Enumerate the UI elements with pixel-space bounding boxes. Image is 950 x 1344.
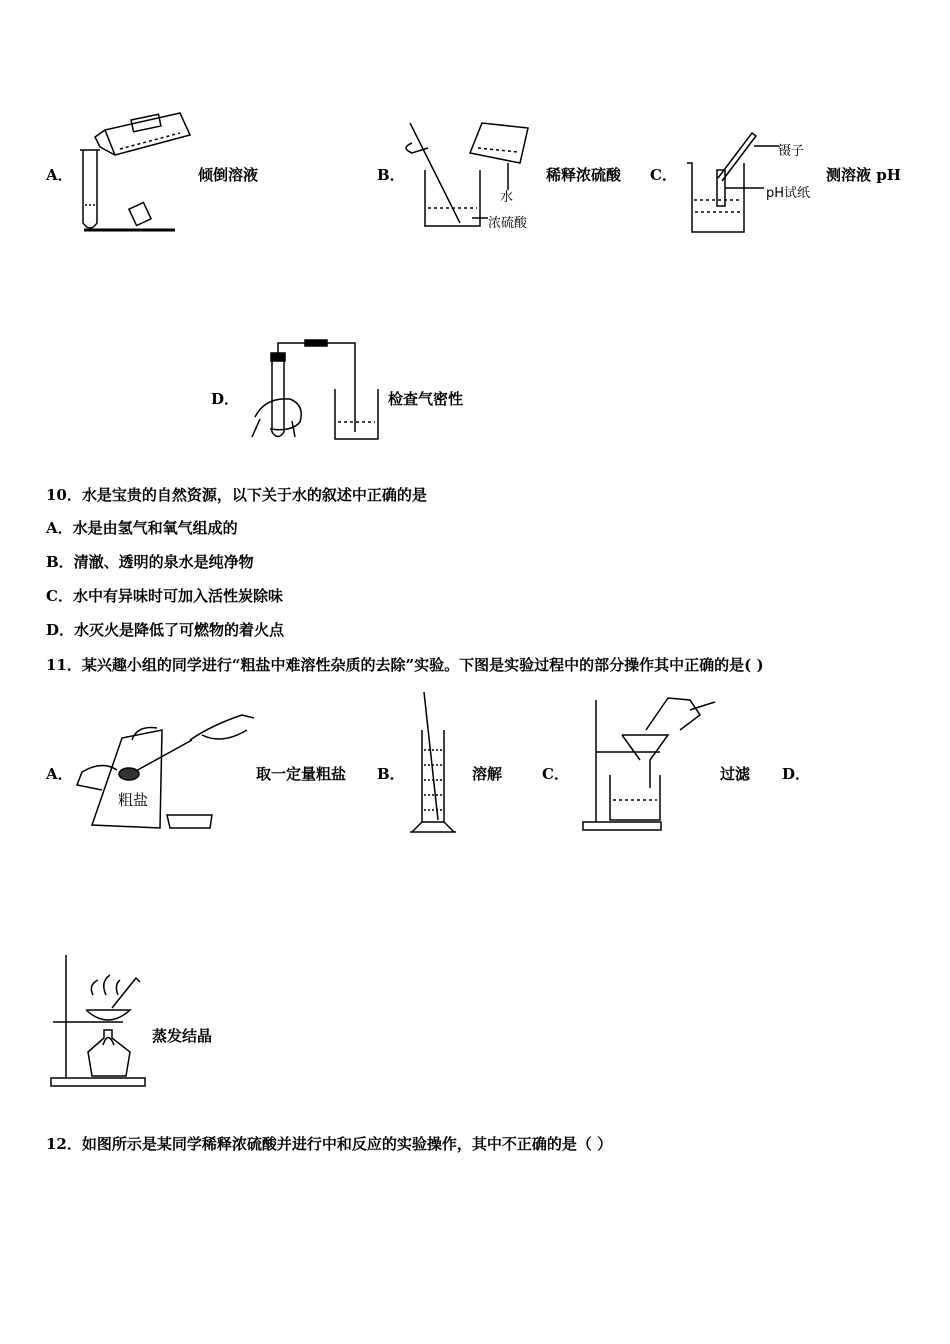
q11-c-filter-figure bbox=[580, 690, 720, 835]
q10-option-b: B．清澈、透明的泉水是纯净物 bbox=[46, 553, 254, 571]
q9-b-label-water: 水 bbox=[500, 190, 514, 205]
q9-option-b-caption: 稀释浓硫酸 bbox=[546, 166, 622, 184]
q11-option-a-letter: A． bbox=[46, 765, 73, 783]
q10-option-c: C．水中有异味时可加入活性炭除味 bbox=[46, 587, 283, 605]
q11-option-a-caption: 取一定量粗盐 bbox=[256, 765, 347, 783]
q11-option-d-letter: D． bbox=[782, 765, 811, 783]
q9-option-c-letter: C． bbox=[650, 166, 677, 184]
q11-option-c-caption: 过滤 bbox=[720, 765, 751, 783]
q9-c-label-tweezers: 镊子 bbox=[778, 144, 805, 159]
q10-option-d: D．水灭火是降低了可燃物的着火点 bbox=[46, 621, 285, 639]
q11-a-salt-figure bbox=[72, 700, 257, 835]
q9-d-airtight-figure bbox=[250, 337, 385, 445]
q11-option-b-letter: B． bbox=[377, 765, 405, 783]
q9-option-d-caption: 检查气密性 bbox=[388, 390, 464, 408]
q11-b-dissolve-figure bbox=[408, 690, 468, 835]
q9-b-label-acid: 浓硫酸 bbox=[488, 216, 528, 231]
q12-stem: 12．如图所示是某同学稀释浓硫酸并进行中和反应的实验操作，其中不正确的是（ ） bbox=[46, 1135, 613, 1153]
q9-option-d-letter: D． bbox=[211, 390, 240, 408]
q9-option-b-letter: B． bbox=[377, 166, 405, 184]
q10-option-a: A．水是由氢气和氧气组成的 bbox=[46, 519, 238, 537]
q11-option-c-letter: C． bbox=[542, 765, 569, 783]
q9-a-pouring-figure bbox=[80, 105, 195, 233]
q9-option-c-caption: 测溶液 pH bbox=[826, 166, 901, 184]
q11-option-d-caption: 蒸发结晶 bbox=[152, 1027, 213, 1045]
q9-c-label-paper: pH试纸 bbox=[766, 186, 811, 201]
q9-option-a-letter: A． bbox=[46, 166, 73, 184]
q11-d-evaporate-figure bbox=[48, 950, 158, 1090]
q10-stem: 10．水是宝贵的自然资源，以下关于水的叙述中正确的是 bbox=[46, 486, 427, 504]
q11-a-bag-label: 粗盐 bbox=[118, 791, 149, 809]
q9-option-a-caption: 倾倒溶液 bbox=[198, 166, 259, 184]
q11-option-b-caption: 溶解 bbox=[472, 765, 503, 783]
q11-stem: 11．某兴趣小组的同学进行“粗盐中难溶性杂质的去除”实验。下图是实验过程中的部分操作其中正确的是( ) bbox=[46, 656, 764, 674]
